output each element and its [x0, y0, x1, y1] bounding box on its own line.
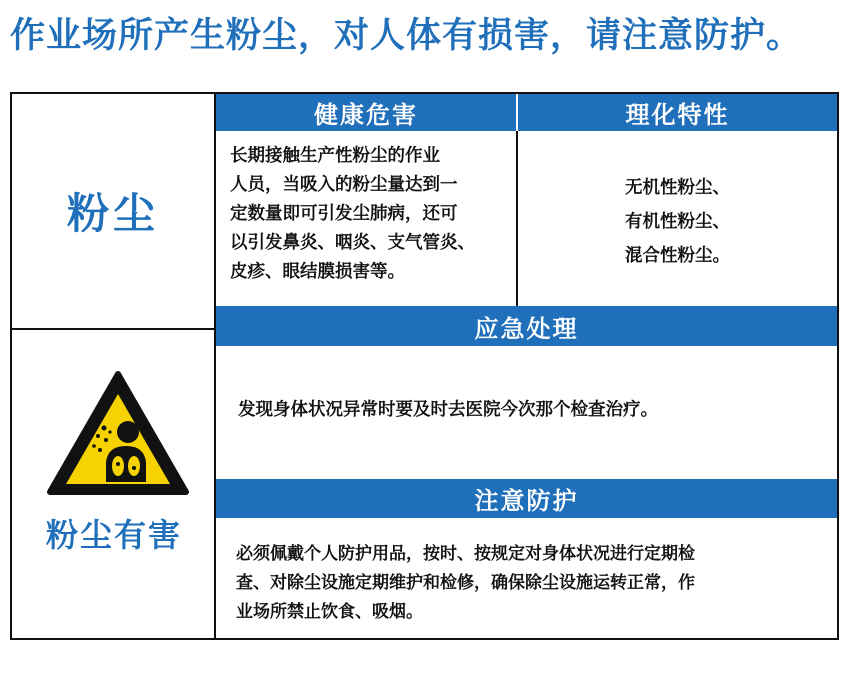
protection-line: 业场所禁止饮食、吸烟。 [236, 602, 423, 622]
health-hazard-line: 定数量即可引发尘肺病，还可 [230, 204, 458, 224]
emergency-header: 应急处理 [216, 306, 837, 346]
warning-sign-label: 粉尘有害 [45, 516, 182, 554]
health-hazard-line: 以引发鼻炎、咽炎、支气管炎、 [230, 233, 475, 253]
page-headline: 作业场所产生粉尘，对人体有损害，请注意防护。 [10, 16, 803, 56]
hazard-info-card [10, 92, 839, 640]
emergency-text: 发现身体状况异常时要及时去医院今次那个检查治疗。 [238, 400, 658, 420]
health-hazard-header: 健康危害 [216, 94, 518, 131]
protection-header: 注意防护 [216, 479, 837, 518]
properties-text [518, 171, 837, 273]
properties-line: 有机性粉尘、 [625, 212, 730, 232]
health-hazard-line: 人员，当吸入的粉尘量达到一 [230, 175, 458, 195]
protection-line: 必须佩戴个人防护用品，按时、按规定对身体状况进行定期检 [236, 544, 695, 564]
warning-sign-cell [12, 330, 216, 638]
properties-header: 理化特性 [518, 94, 837, 131]
health-hazard-line: 皮疹、眼结膜损害等。 [230, 262, 405, 282]
dust-hazard-warning-icon [46, 370, 190, 498]
properties-line: 混合性粉尘。 [625, 246, 730, 266]
protection-line: 查、对除尘设施定期维护和检修，确保除尘设施运转正常，作 [236, 573, 695, 593]
health-hazard-text [230, 142, 514, 287]
hazard-name-cell [12, 94, 216, 330]
protection-text [236, 540, 836, 627]
properties-line: 无机性粉尘、 [625, 178, 730, 198]
hazard-name: 粉尘 [66, 189, 159, 238]
health-hazard-line: 长期接触生产性粉尘的作业 [230, 146, 440, 166]
